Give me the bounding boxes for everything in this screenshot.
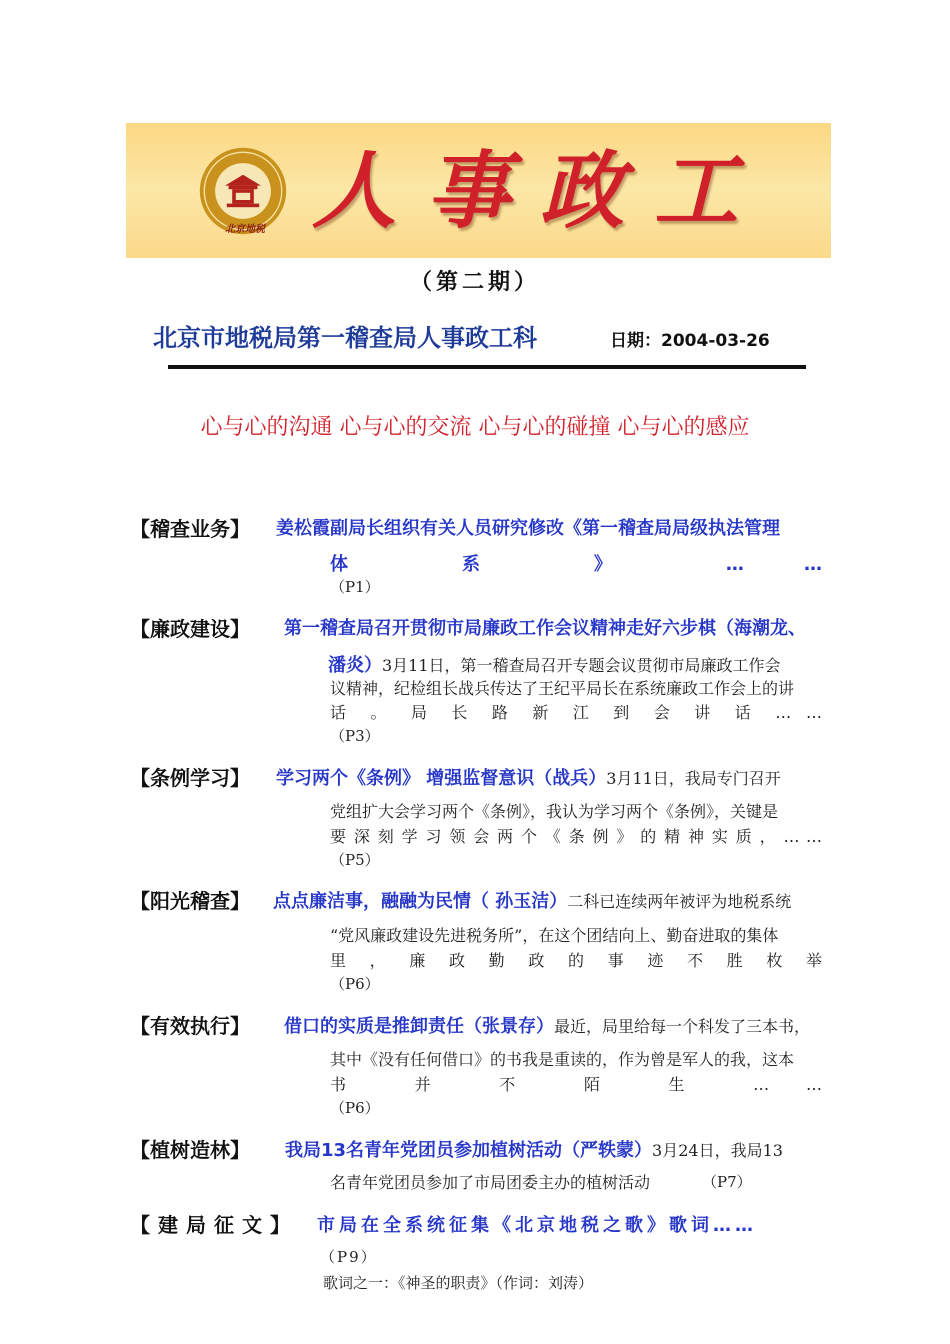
summary-line — [328, 651, 781, 677]
category-label: 【建局征文】 — [130, 1213, 298, 1237]
summary-line: 党组扩大会学习两个《条例》，我认为学习两个《条例》，关键是 — [330, 802, 779, 821]
page-ref: （P9） — [320, 1248, 378, 1266]
section-heading: 潘炎） — [328, 655, 382, 676]
summary-line — [273, 887, 791, 913]
category-label: 【稽查业务】 — [130, 517, 250, 541]
department-name: 北京市地税局第一稽查局人事政工科 — [153, 324, 537, 352]
header-divider — [168, 365, 806, 369]
summary-line: 名青年党团员参加了市局团委主办的植树活动 — [330, 1173, 651, 1192]
page-ref: （P1） — [330, 578, 380, 596]
summary-text: 最近，局里给每一个科发了三本书， — [554, 1017, 811, 1036]
page-ref: （P6） — [330, 1099, 380, 1117]
section-heading: 姜松霞副局长组织有关人员研究修改《第一稽查局局级执法管理 — [276, 518, 780, 539]
summary-text: 3月24日，我局13 — [652, 1141, 783, 1160]
lyric-line: 歌词之一：《神圣的职责》（作词：刘涛） — [323, 1274, 594, 1292]
summary-text: 二科已连续两年被评为地税系统 — [567, 892, 792, 911]
logo-seal-text: 北京地税 — [225, 224, 265, 235]
section-heading: 点点廉洁事，融融为民情（ 孙玉洁） — [273, 891, 568, 912]
date-label: 日期： — [610, 331, 661, 351]
category-label: 【阳光稽查】 — [130, 889, 250, 913]
publish-date — [610, 326, 770, 351]
summary-line — [285, 1136, 783, 1162]
date-value: 2004-03-26 — [661, 331, 770, 351]
page-ref: （P6） — [330, 975, 380, 993]
page-ref: （P7） — [702, 1173, 752, 1191]
section-heading: 学习两个《条例》 增强监督意识（战兵） — [276, 768, 607, 789]
page-ref: （P3） — [330, 727, 380, 745]
masthead-title: 人事政工 — [312, 141, 769, 240]
summary-line: 书 并 不 陌 生 … … — [330, 1075, 822, 1094]
summary-line: “党风廉政建设先进税务所”，在这个团结向上、勤奋进取的集体 — [330, 926, 779, 945]
summary-text: 3月11日，第一稽查局召开专题会议贯彻市局廉政工作会 — [382, 656, 781, 675]
masthead-banner — [126, 123, 831, 258]
summary-line: 要 深 刻 学 习 领 会 两 个 《 条 例 》 的 精 神 实 质 ， … … — [330, 827, 822, 846]
summary-line: 话 。 局 长 路 新 江 到 会 讲 话 … … — [330, 703, 822, 722]
issue-number: （第二期） — [409, 270, 540, 295]
summary-text: 3月11日，我局专门召开 — [606, 769, 781, 788]
summary-line: 其中《没有任何借口》的书我是重读的，作为曾是军人的我，这本 — [330, 1050, 795, 1069]
section-heading: 第一稽查局召开贯彻市局廉政工作会议精神走好六步棋（海潮龙、 — [284, 618, 806, 639]
category-label: 【廉政建设】 — [130, 617, 250, 641]
section-heading: 我局13名青年党团员参加植树活动（严轶蒙） — [285, 1140, 653, 1161]
summary-line — [276, 764, 781, 790]
slogan: 心与心的沟通 心与心的交流 心与心的碰撞 心与心的感应 — [200, 415, 750, 440]
category-label: 【条例学习】 — [130, 766, 250, 790]
section-heading: 体 系 》 … … — [330, 554, 822, 574]
summary-line — [284, 1012, 810, 1038]
page-ref: （P5） — [330, 851, 380, 869]
summary-line: 里 ， 廉 政 勤 政 的 事 迹 不 胜 枚 举 — [330, 951, 822, 970]
summary-line: 议精神，纪检组长战兵传达了王纪平局长在系统廉政工作会上的讲 — [330, 679, 795, 698]
category-label: 【植树造林】 — [130, 1138, 250, 1162]
category-label: 【有效执行】 — [130, 1014, 250, 1038]
section-heading: 市局在全系统征集《北京地税之歌》歌词…… — [317, 1215, 757, 1236]
section-heading: 借口的实质是推卸责任（张景存） — [284, 1016, 554, 1037]
